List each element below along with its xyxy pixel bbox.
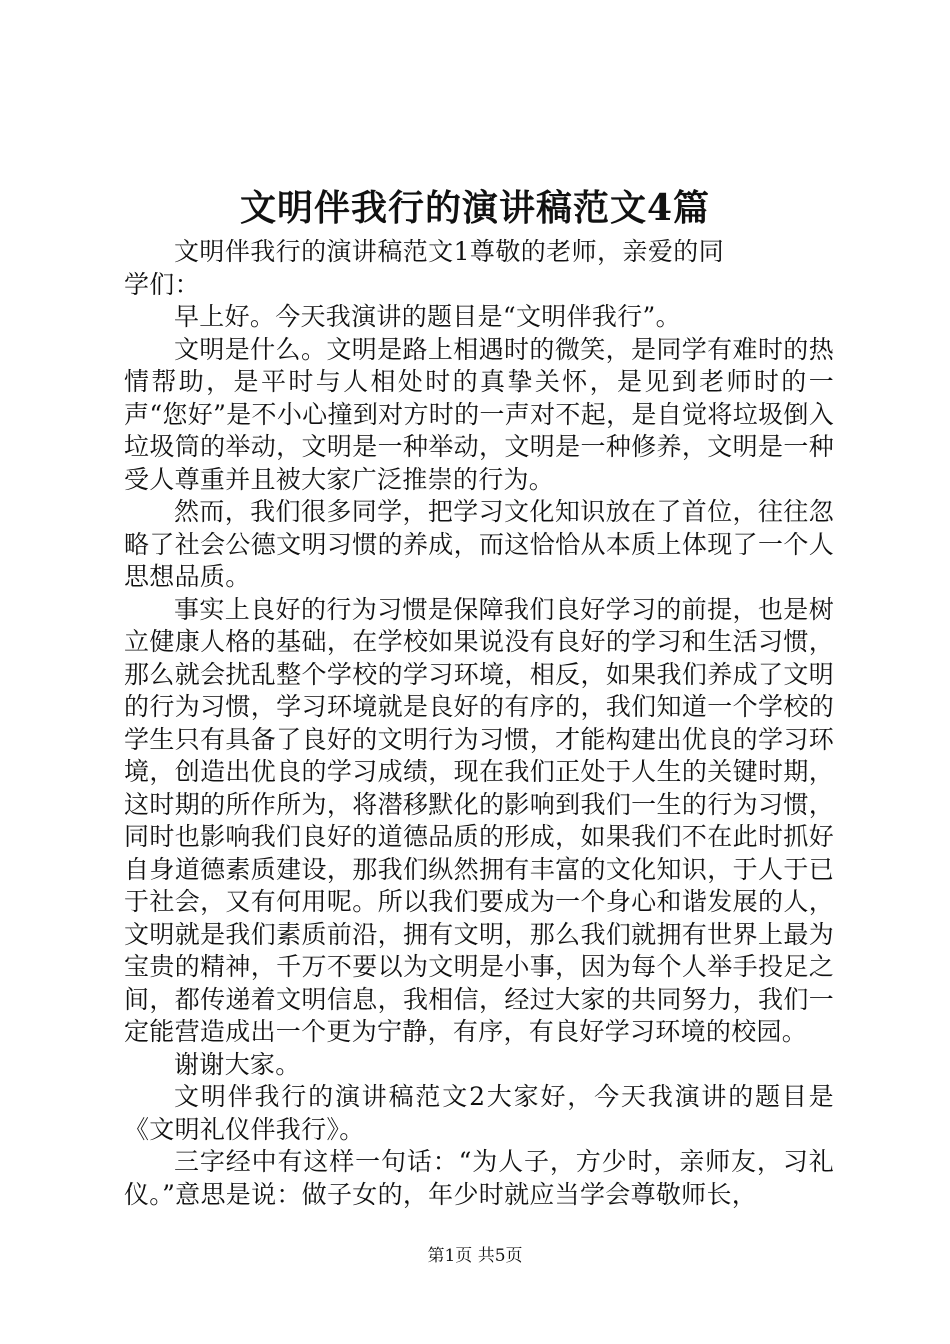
- document-title: 文明伴我行的演讲稿范文4篇: [239, 187, 711, 229]
- paragraph-4: 然而，我们很多同学，把学习文化知识放在了首位，往往忽略了社会公德文明习惯的养成，而这恰恰从本质上体现了一个人思想品质。: [124, 497, 834, 591]
- page-footer: 第1页 共5页: [427, 1246, 523, 1266]
- paragraph-5: 事实上良好的行为习惯是保障我们良好学习的前提，也是树立健康人格的基础，在学校如果说没有良好的学习和生活习惯，那么就会扰乱整个学校的学习环境，相反，如果我们养成了文明的行为习惯，学习环境就是良好的有序的，我们知道一个学校的学生只有具备了良好的文明行为习惯，才能构建出优良的学习环境，创造出优良的学习成绩，现在我们正处于人生的关键时期，这时期的所作所为，将潜移默化的影响到我们一生的行为习惯，同时也影响我们良好的道德品质的形成，如果我们不在此时抓好自身道德素质建设，那我们纵然拥有丰富的文化知识，于人于已于社会，又有何用呢。所以我们要成为一个身心和谐发展的人，文明就是我们素质前沿，拥有文明，那么我们就拥有世界上最为宝贵的精神，千万不要以为文明是小事，因为每个人举手投足之间，都传递着文明信息，我相信，经过大家的共同努力，我们一定能营造成出一个更为宁静，有序，有良好学习环境的校园。: [124, 594, 834, 1046]
- paragraph-8: 三字经中有这样一句话：“为人子，方少时，亲师友，习礼仪。”意思是说：做子女的，年少时就应当学会尊敬师长，: [124, 1147, 834, 1209]
- paragraph-2: 早上好。今天我演讲的题目是“文明伴我行”。: [174, 302, 681, 331]
- paragraph-6: 谢谢大家。: [174, 1049, 301, 1079]
- paragraph-3: 文明是什么。文明是路上相遇时的微笑，是同学有难时的热情帮助，是平时与人相处时的真挚关怀，是见到老师时的一声“您好”是不小心撞到对方时的一声对不起，是自觉将垃圾倒入垃圾筒的举动，文明是一种举动，文明是一种修养，文明是一种受人尊重并且被大家广泛推崇的行为。: [124, 334, 834, 494]
- paragraph-7: 文明伴我行的演讲稿范文2大家好，今天我演讲的题目是《文明礼仪伴我行》。: [124, 1082, 834, 1144]
- paragraph-1: 文明伴我行的演讲稿范文1尊敬的老师，亲爱的同学们：: [124, 237, 724, 299]
- document-body: [124, 236, 834, 1211]
